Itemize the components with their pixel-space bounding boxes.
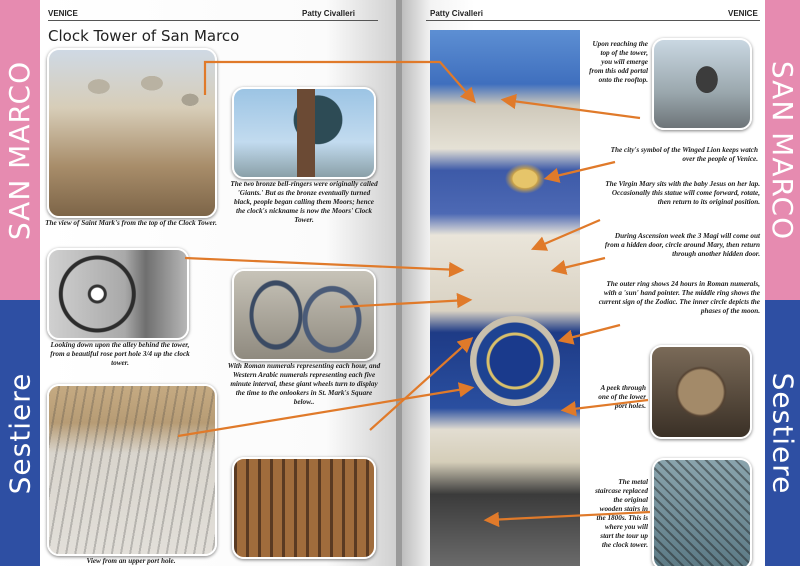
header-author: Patty Civalleri [430, 9, 483, 18]
caption-bell-ringers: The two bronze bell-ringers were originally called 'Giants.' But as the bronze eventually turned black, people began calling them Moors; hence the clock's nickname is now the Moors' Clock Tower. [230, 180, 378, 224]
header-section: VENICE [48, 9, 78, 18]
caption-metal-staircase: The metal staircase replaced the original wooden stairs in the 1800s. This is where you will start the tour up the clock tower. [595, 478, 648, 549]
arrow-gears [340, 300, 468, 307]
arrow-porthole [565, 400, 648, 410]
side-tab-label: SAN MARCO [766, 60, 800, 240]
arrow-basilica [205, 62, 473, 100]
caption-virgin-mary: The Virgin Mary sits with the baby Jesus on her lap. Occasionally this statue will come forward, rotate, then return to its original position. [605, 180, 760, 206]
arrow-wheels [370, 340, 470, 430]
arrow-stairs [488, 512, 650, 520]
caption-three-magi: During Ascension week the 3 Magi will come out from a hidden door, circle around Mary, then return through another hidden door. [604, 232, 760, 258]
arrow-square [178, 388, 470, 436]
header-author: Patty Civalleri [302, 9, 355, 18]
side-tab-label: SAN MARCO [3, 60, 37, 240]
header-section: VENICE [728, 9, 758, 18]
caption-st-marks-square: View from an upper port hole. [86, 557, 176, 565]
arrow-mary [535, 220, 600, 248]
arrow-lion [548, 162, 615, 178]
arrow-rooftop [505, 100, 640, 118]
caption-clock-wheels: With Roman numerals representing each hour, and Western Arabic numerals representing each five minute interval, these giant wheels turn to display the time to the onlookers in St. Mark's Square below.. [227, 362, 381, 406]
caption-lower-port-hole: A peek through one of the lower port holes. [598, 384, 646, 410]
arrow-magi [555, 258, 605, 270]
caption-basilica: The view of Saint Mark's from the top of the Clock Tower. [45, 219, 217, 227]
caption-rooftop: Upon reaching the top of the tower, you will emerge from this odd portal onto the rooftop. [589, 40, 648, 84]
side-tab-label: Sestiere [3, 372, 37, 494]
caption-winged-lion: The city's symbol of the Winged Lion keeps watch over the people of Venice. [610, 146, 758, 163]
arrow-rose [185, 258, 460, 270]
caption-clock-rings: The outer ring shows 24 hours in Roman numerals, with a 'sun' hand pointer. The middle ring shows the current sign of the Zodiac. The inner circle depicts the phases of the moon. [598, 280, 760, 315]
page-title: Clock Tower of San Marco [48, 27, 240, 45]
side-tab-label: Sestiere [766, 372, 800, 494]
arrow-group [178, 62, 650, 520]
arrow-ring [562, 325, 620, 340]
caption-rose-port-hole: Looking down upon the alley behind the tower, from a beautiful rose port hole 3/4 up the clock tower. [50, 341, 190, 367]
